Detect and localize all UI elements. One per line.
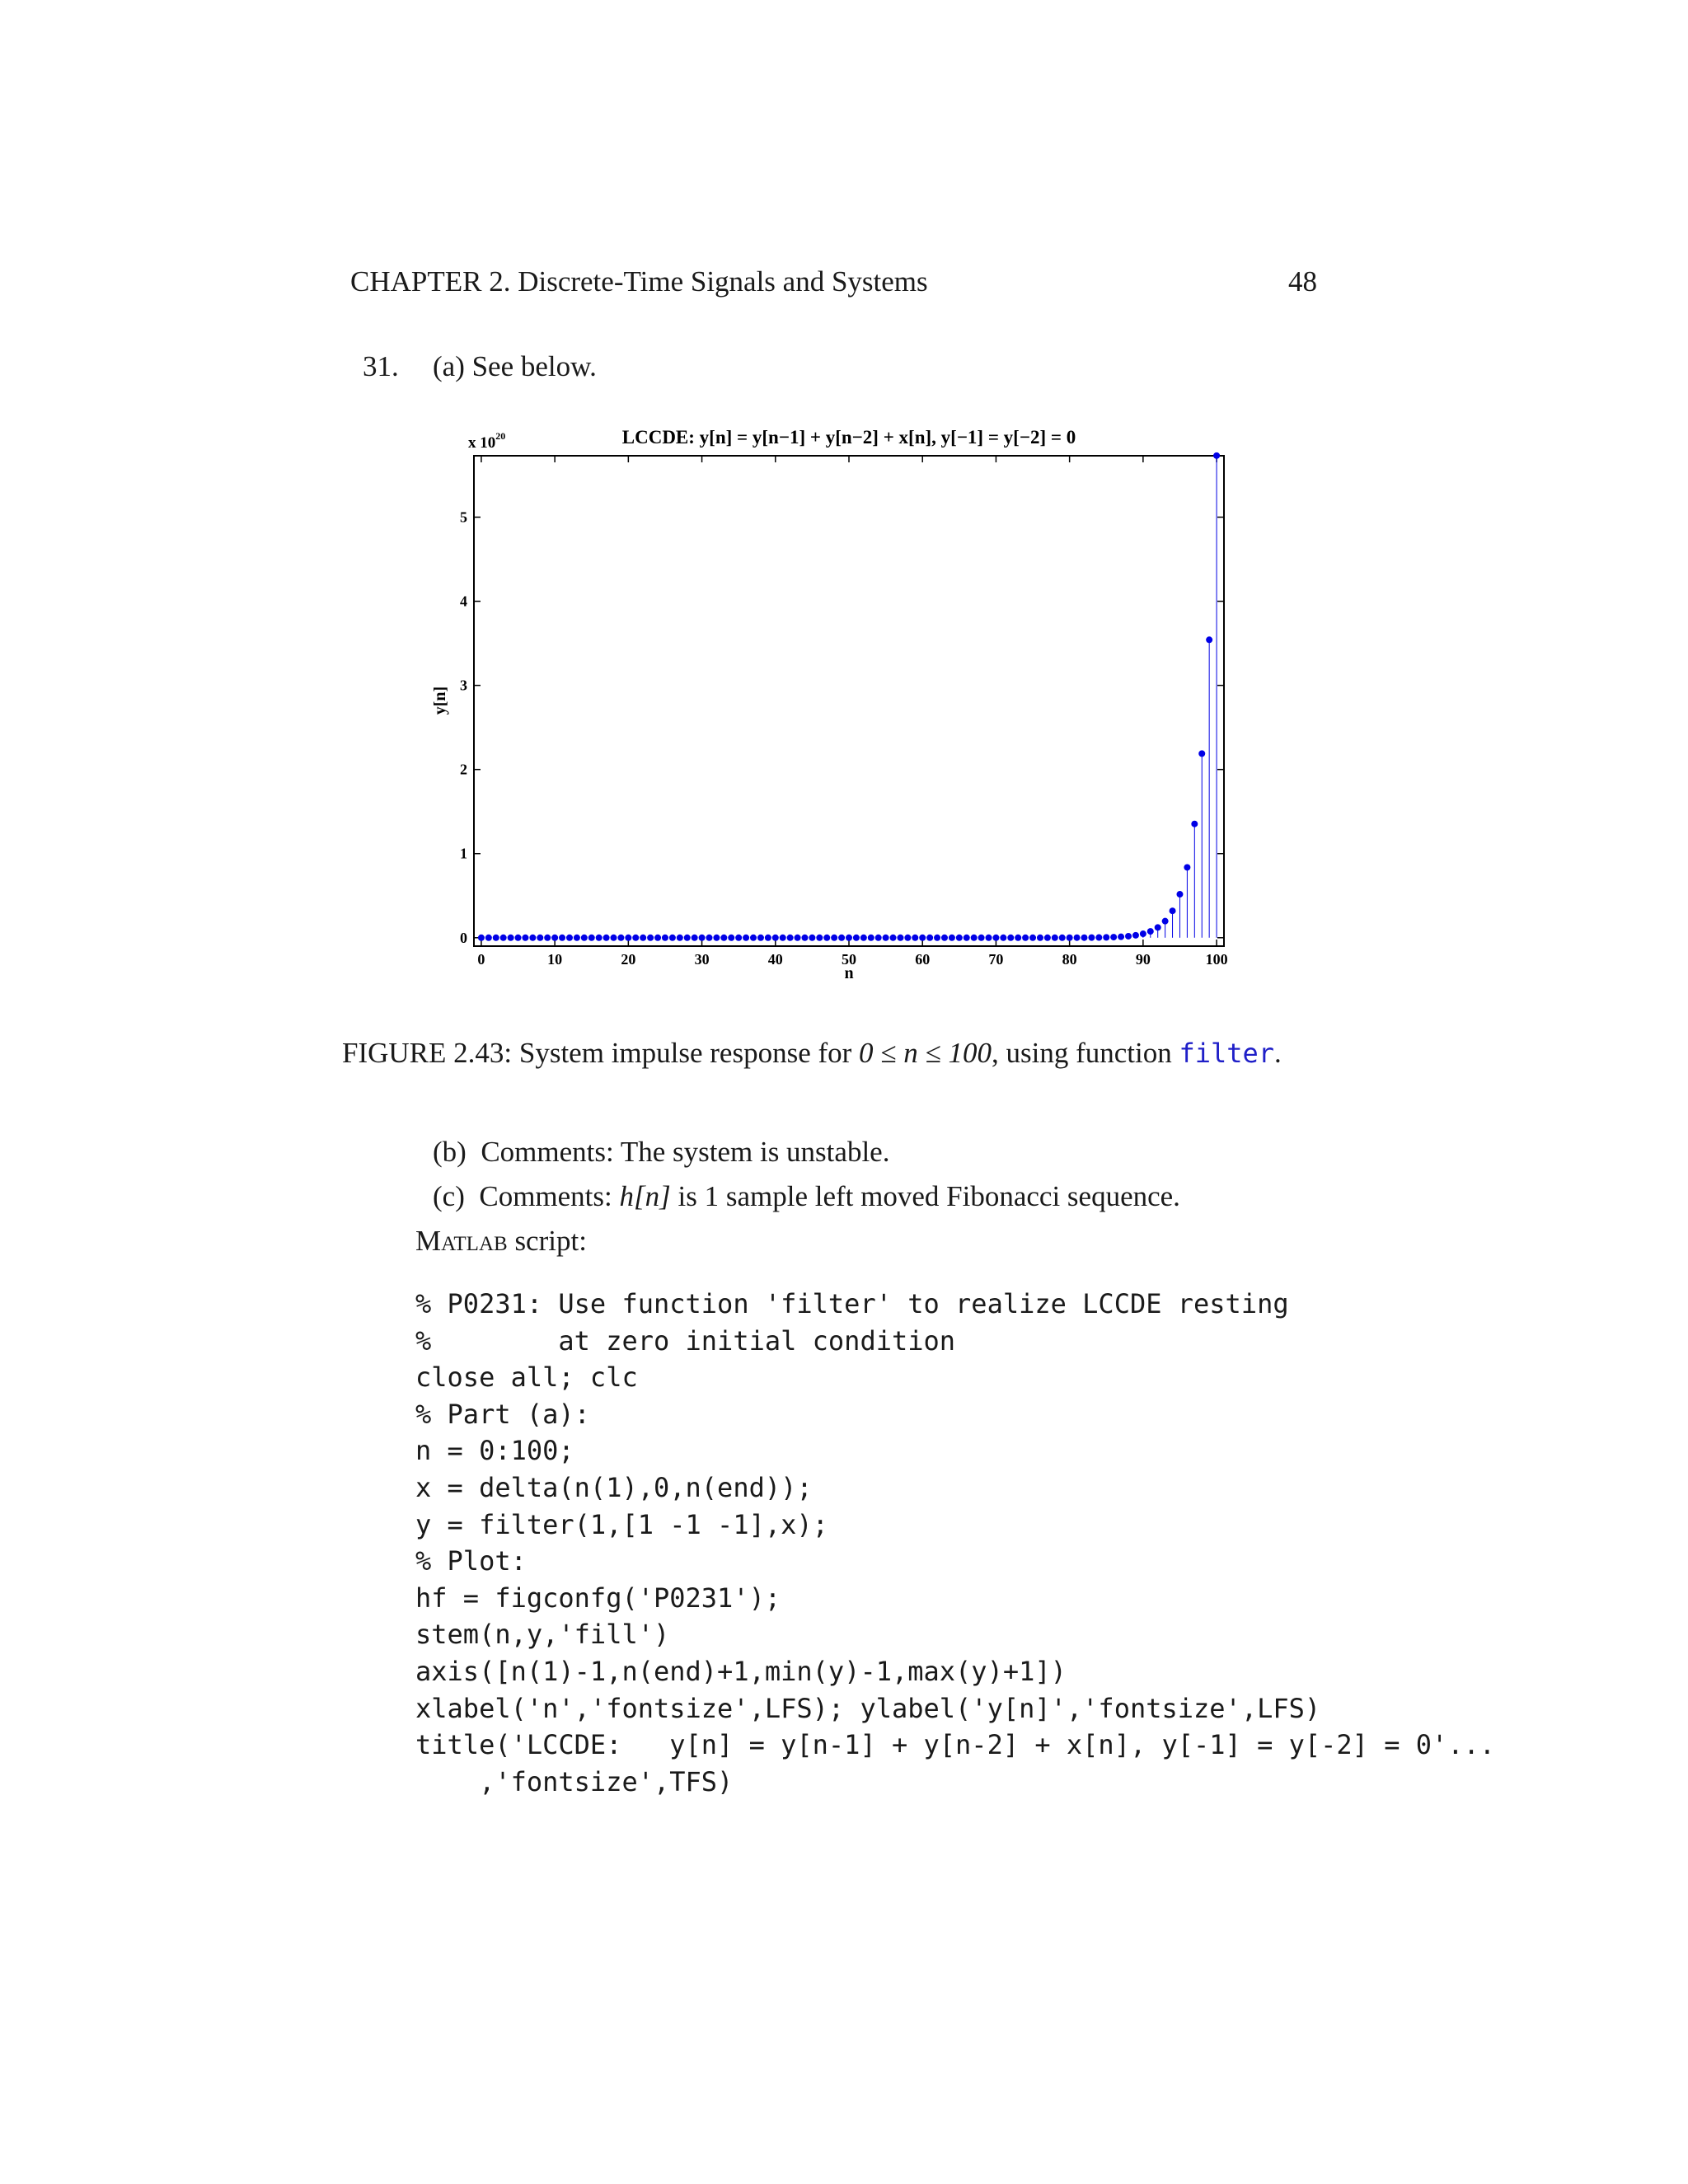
part-b-text: Comments: The system is unstable. xyxy=(481,1136,890,1168)
stem-lines xyxy=(481,456,1217,938)
stem-chart xyxy=(412,416,1236,993)
x-tick-label: 90 xyxy=(1135,951,1151,968)
stem-marker xyxy=(875,935,882,941)
stem-marker xyxy=(926,935,933,941)
stem-marker xyxy=(1007,935,1014,941)
stem-marker xyxy=(669,935,676,941)
stem-marker xyxy=(1000,935,1006,941)
y-exponent-label: x $10^{20}$ xyxy=(468,430,506,452)
stem-marker xyxy=(640,935,646,941)
x-tick-label: 60 xyxy=(915,951,931,968)
matlab-word: Matlab xyxy=(415,1225,508,1257)
plot-frame xyxy=(474,456,1224,946)
script-label xyxy=(415,1225,587,1258)
stem-marker xyxy=(860,935,867,941)
stem-marker xyxy=(1074,935,1081,941)
stem-marker xyxy=(596,935,603,941)
stem-marker xyxy=(647,935,654,941)
stem-marker xyxy=(728,935,734,941)
stem-marker xyxy=(1147,928,1154,935)
x-tick-label: 0 xyxy=(477,951,485,968)
x-axis-label: n xyxy=(844,964,854,982)
code-line: n = 0:100; xyxy=(415,1435,574,1467)
stem-marker xyxy=(713,935,720,941)
stem-marker xyxy=(485,935,492,941)
stem-marker xyxy=(603,935,610,941)
stem-marker xyxy=(617,935,624,941)
stem-marker xyxy=(625,935,631,941)
stem-marker xyxy=(765,935,771,941)
part-c-text-post: is 1 sample left moved Fibonacci sequence. xyxy=(670,1180,1180,1212)
stem-marker xyxy=(508,935,514,941)
caption-period: . xyxy=(1274,1037,1282,1069)
stem-marker xyxy=(1081,935,1087,941)
stem-marker xyxy=(581,935,588,941)
stem-marker xyxy=(912,935,918,941)
stem-marker xyxy=(949,935,955,941)
stem-marker xyxy=(1140,930,1146,937)
y-tick-label: 0 xyxy=(460,929,467,946)
stem-marker xyxy=(964,935,970,941)
caption-text-mid: , using function xyxy=(991,1037,1179,1069)
code-line: x = delta(n(1),0,n(end)); xyxy=(415,1471,813,1503)
stem-marker xyxy=(743,935,749,941)
stem-marker xyxy=(986,935,992,941)
x-tick-label: 30 xyxy=(694,951,710,968)
page-number: 48 xyxy=(1288,265,1317,298)
stem-marker xyxy=(684,935,691,941)
stem-marker xyxy=(846,935,852,941)
stem-marker xyxy=(1170,907,1176,914)
code-line: y = filter(1,[1 -1 -1],x); xyxy=(415,1508,828,1540)
stem-marker xyxy=(662,935,668,941)
stem-marker xyxy=(588,935,595,941)
problem-number: 31. xyxy=(363,350,399,382)
script-word: script: xyxy=(507,1225,587,1257)
stem-marker xyxy=(1059,935,1066,941)
stem-marker xyxy=(1191,821,1198,827)
stem-marker xyxy=(1118,934,1124,940)
part-a: (a) See below. xyxy=(433,350,597,382)
code-line: close all; clc xyxy=(415,1361,638,1394)
stem-marker xyxy=(883,935,889,941)
stem-marker xyxy=(941,935,948,941)
stem-marker xyxy=(934,935,940,941)
stem-marker xyxy=(522,935,528,941)
stem-marker xyxy=(478,935,485,941)
stem-marker xyxy=(720,935,727,941)
stem-marker xyxy=(529,935,536,941)
y-tick-label: 5 xyxy=(460,509,467,526)
x-tick-label: 100 xyxy=(1205,951,1228,968)
part-b-label: (b) xyxy=(433,1136,467,1168)
stem-marker xyxy=(559,935,565,941)
stem-marker xyxy=(809,935,815,941)
axis-ticks xyxy=(460,456,1228,968)
y-tick-label: 1 xyxy=(460,845,467,862)
caption-math: 0 ≤ n ≤ 100 xyxy=(859,1037,992,1069)
stem-marker xyxy=(544,935,551,941)
stem-marker xyxy=(699,935,706,941)
stem-marker xyxy=(956,935,963,941)
x-tick-label: 20 xyxy=(621,951,636,968)
stem-marker xyxy=(978,935,985,941)
chapter-header: CHAPTER 2. Discrete-Time Signals and Systems xyxy=(350,265,928,298)
stem-marker xyxy=(750,935,757,941)
stem-marker xyxy=(692,935,698,941)
stem-marker xyxy=(838,935,845,941)
stem-marker xyxy=(757,935,764,941)
stem-marker xyxy=(1206,636,1212,643)
code-line: % at zero initial condition xyxy=(415,1324,956,1357)
stem-marker xyxy=(1022,935,1029,941)
stem-marker xyxy=(1088,935,1095,941)
stem-marker xyxy=(1184,864,1190,870)
stem-marker xyxy=(1052,935,1058,941)
stem-marker xyxy=(632,935,639,941)
caption-text: FIGURE 2.43: System impulse response for xyxy=(342,1037,860,1069)
stem-marker xyxy=(1015,935,1021,941)
x-tick-label: 50 xyxy=(842,951,856,968)
stem-marker xyxy=(904,935,911,941)
code-line: ,'fontsize',TFS) xyxy=(415,1765,734,1797)
stem-marker xyxy=(1095,935,1102,941)
caption-code: filter xyxy=(1179,1038,1275,1069)
stem-marker xyxy=(919,935,926,941)
part-c-math: h[n] xyxy=(619,1180,671,1212)
stem-marker xyxy=(735,935,742,941)
stem-marker xyxy=(611,935,617,941)
x-tick-label: 40 xyxy=(767,951,783,968)
stem-marker xyxy=(992,935,999,941)
stem-marker xyxy=(1103,934,1109,940)
stem-marker xyxy=(795,935,801,941)
part-c xyxy=(433,1180,1180,1213)
stem-marker xyxy=(493,935,499,941)
stem-marker xyxy=(831,935,837,941)
figure-caption xyxy=(342,1037,1282,1070)
stem-marker xyxy=(551,935,558,941)
stem-marker xyxy=(677,935,683,941)
stem-marker xyxy=(574,935,580,941)
code-line: title('LCCDE: y[n] = y[n-1] + y[n-2] + x[n], y[-1] = y[-2] = 0'... xyxy=(415,1729,1496,1761)
code-line: % Part (a): xyxy=(415,1398,590,1430)
matlab-code-block xyxy=(415,1286,1495,1800)
stem-marker xyxy=(1044,935,1051,941)
stem-marker xyxy=(566,935,573,941)
stem-marker xyxy=(1067,935,1073,941)
y-tick-label: 3 xyxy=(460,677,467,694)
stem-marker xyxy=(515,935,522,941)
chart-title: LCCDE: y[n] = y[n−1] + y[n−2] + x[n], y[−1] = y[−2] = 0 xyxy=(621,427,1076,448)
stem-marker xyxy=(772,935,779,941)
stem-marker xyxy=(1029,935,1036,941)
part-c-text: Comments: xyxy=(479,1180,620,1212)
stem-marker xyxy=(1037,935,1043,941)
y-axis-label: y[n] xyxy=(431,686,449,715)
stem-marker xyxy=(654,935,661,941)
stem-marker xyxy=(971,935,978,941)
stem-marker xyxy=(500,935,507,941)
stem-marker xyxy=(897,935,903,941)
stem-marker xyxy=(801,935,808,941)
stem-marker xyxy=(787,935,794,941)
code-line: % Plot: xyxy=(415,1545,527,1577)
stem-marker xyxy=(1198,750,1205,757)
code-line: % P0231: Use function 'filter' to realize LCCDE resting xyxy=(415,1288,1289,1319)
y-tick-label: 2 xyxy=(460,761,467,778)
stem-marker xyxy=(816,935,823,941)
stem-marker xyxy=(1132,932,1139,939)
stem-marker xyxy=(706,935,712,941)
y-tick-label: 4 xyxy=(460,593,467,610)
part-b xyxy=(433,1136,889,1169)
stem-marker xyxy=(823,935,830,941)
stem-marker xyxy=(868,935,874,941)
stem-marker xyxy=(1213,452,1220,459)
code-line: hf = figconfg('P0231'); xyxy=(415,1582,781,1614)
code-line: xlabel('n','fontsize',LFS); ylabel('y[n]','fontsize',LFS) xyxy=(415,1692,1321,1724)
stem-markers xyxy=(478,452,1220,941)
x-tick-label: 10 xyxy=(547,951,563,968)
stem-marker xyxy=(1110,934,1117,940)
part-c-label: (c) xyxy=(433,1180,465,1212)
stem-marker xyxy=(853,935,860,941)
code-line: stem(n,y,'fill') xyxy=(415,1619,670,1651)
stem-marker xyxy=(1162,918,1169,925)
code-line: axis([n(1)-1,n(end)+1,min(y)-1,max(y)+1]) xyxy=(415,1655,1067,1687)
x-tick-label: 70 xyxy=(988,951,1004,968)
stem-marker xyxy=(1155,924,1161,930)
x-tick-label: 80 xyxy=(1062,951,1077,968)
stem-marker xyxy=(1176,891,1183,898)
stem-marker xyxy=(537,935,543,941)
stem-marker xyxy=(780,935,786,941)
stem-marker xyxy=(890,935,897,941)
stem-marker xyxy=(1125,933,1132,940)
